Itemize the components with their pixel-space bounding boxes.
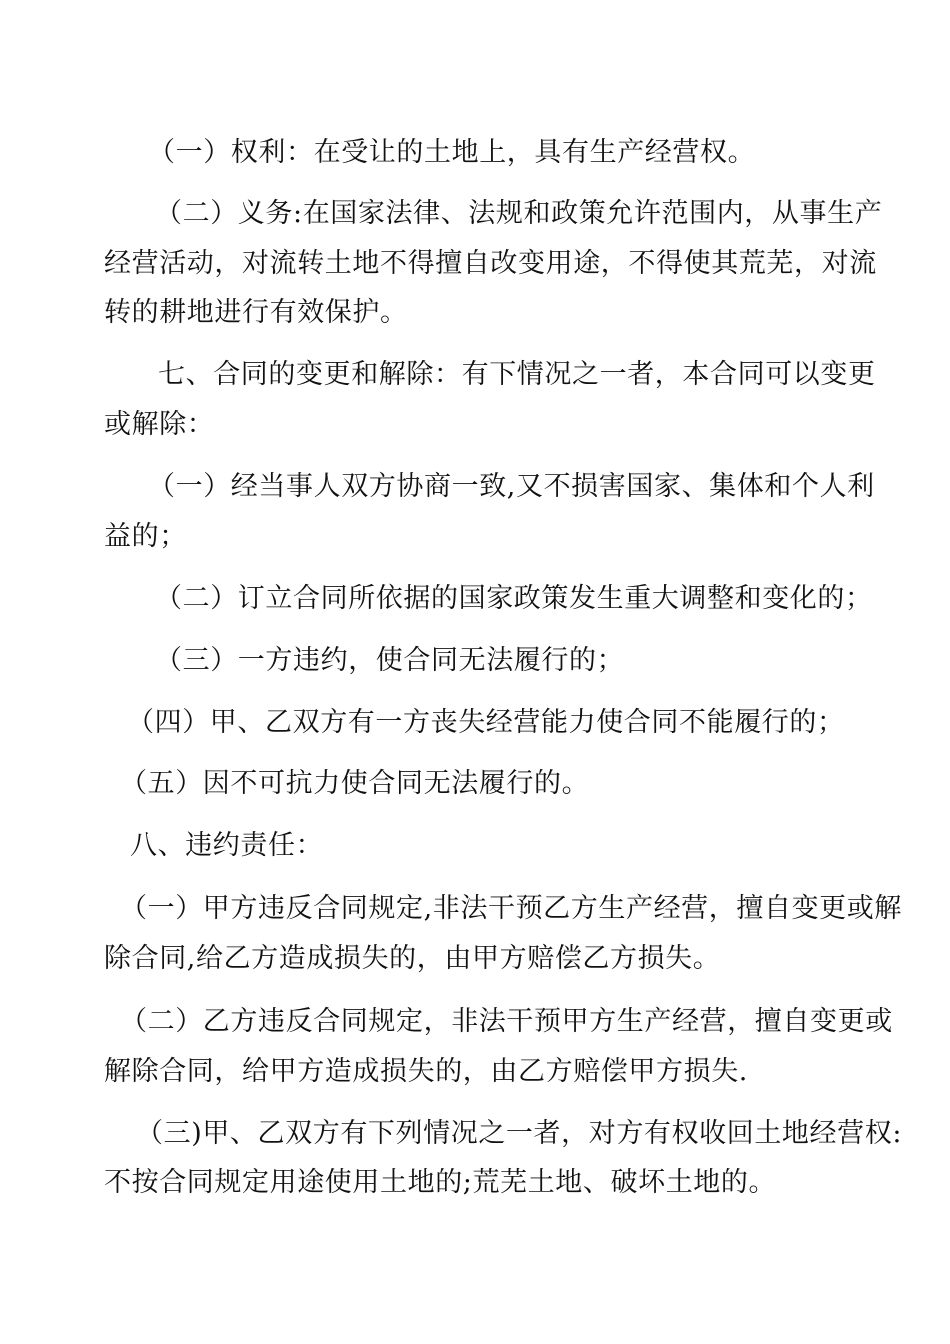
liability-two-line-2: 解除合同，给甲方造成损失的，由乙方赔偿甲方损失. — [104, 1056, 748, 1087]
liability-three-line-2: 不按合同规定用途使用土地的;荒芜土地、破坏土地的。 — [104, 1167, 777, 1198]
paragraph-obligations-line-3: 转的耕地进行有效保护。 — [104, 297, 408, 328]
item-one-line-2: 益的； — [104, 521, 187, 552]
section-seven-heading-line-1: 七、合同的变更和解除：有下情况之一者，本合同可以变更 — [158, 359, 876, 390]
liability-one-line-1: （一）甲方违反合同规定,非法干预乙方生产经营，擅自变更或解 — [120, 893, 902, 924]
liability-three-line-1: （三)甲、乙双方有下列情况之一者，对方有权收回土地经营权: — [136, 1118, 903, 1149]
section-seven-heading-line-2: 或解除： — [104, 409, 215, 440]
item-two: （二）订立合同所依据的国家政策发生重大调整和变化的； — [155, 583, 873, 614]
item-five: （五）因不可抗力使合同无法履行的。 — [120, 768, 590, 799]
item-three: （三）一方违约，使合同无法履行的； — [155, 645, 625, 676]
paragraph-obligations-line-2: 经营活动，对流转土地不得擅自改变用途，不得使其荒芜，对流 — [104, 248, 877, 279]
paragraph-obligations-line-1: （二）义务:在国家法律、法规和政策允许范围内，从事生产 — [155, 198, 883, 229]
item-four: （四）甲、乙双方有一方丧失经营能力使合同不能履行的； — [127, 707, 845, 738]
paragraph-rights-line-1: （一）权利：在受让的土地上，具有生产经营权。 — [148, 137, 756, 168]
liability-two-line-1: （二）乙方违反合同规定，非法干预甲方生产经营，擅自变更或 — [120, 1006, 893, 1037]
item-one-line-1: （一）经当事人双方协商一致,又不损害国家、集体和个人利 — [148, 471, 875, 502]
liability-one-line-2: 除合同,给乙方造成损失的，由甲方赔偿乙方损失。 — [104, 943, 721, 974]
section-eight-heading: 八、违约责任： — [130, 830, 324, 861]
